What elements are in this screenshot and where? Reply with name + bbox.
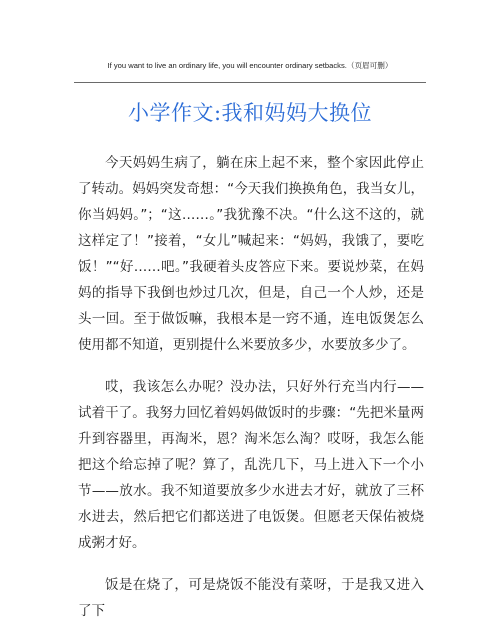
header-divider (74, 82, 426, 83)
page-header-text: If you want to live an ordinary life, you will encounter ordinary setbacks.（页眉可删） (107, 61, 393, 70)
paragraph-2: 哎，我该怎么办呢？没办法，只好外行充当内行——试着干了。我努力回忆着妈妈做饭时的步骤：“先把米量两升到容器里，再淘米，恩？淘米怎么淘？哎呀，我怎么能把这个给忘掉了呢？算了，乱洗几下，马上进入下一个小节——放水。我不知道要放多少水进去才好，就放了三杯水进去，然后把它们都送进了电饭煲。但愿老天保佑被烧成粥才好。 (78, 379, 424, 551)
paragraph-1: 今天妈妈生病了，躺在床上起不来，整个家因此停止了转动。妈妈突发奇想：“今天我们换换角色，我当女儿，你当妈妈。”；“这……。”我犹豫不决。“什么这不这的，就这样定了！”接着，“女儿”喊起来：“妈妈，我饿了，要吃饭！”“好……吧。”我硬着头皮答应下来。要说炒菜，在妈妈的指导下我倒也炒过几次，但是，自己一个人炒，还是头一回。至于做饭嘛，我根本是一窍不通，连电饭煲怎么使用都不知道，更别提什么米要放多少，水要放多少了。 (78, 155, 424, 353)
document-body (78, 150, 424, 640)
paragraph-3: 饭是在烧了，可是烧饭不能没有菜呀，于是我又进入了下 (78, 577, 424, 619)
document-title: 小学作文:我和妈妈大换位 (127, 101, 373, 125)
